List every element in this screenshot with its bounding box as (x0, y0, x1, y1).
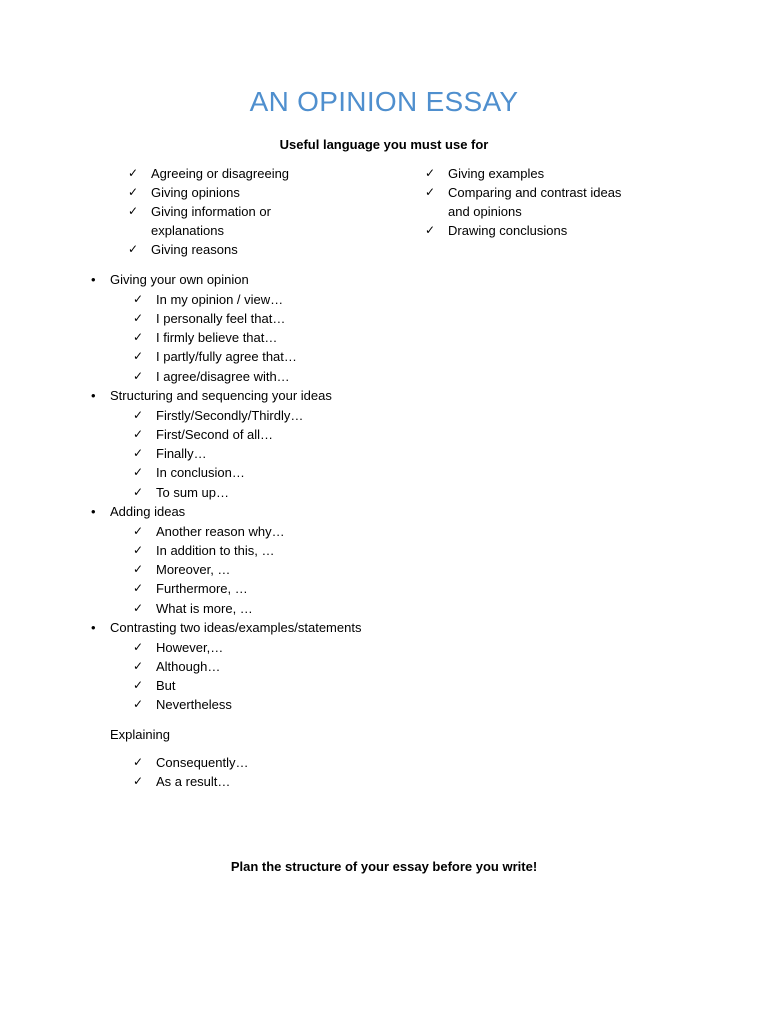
bullet-icon: • (91, 504, 96, 519)
section-heading: Contrasting two ideas/examples/statements (110, 620, 362, 635)
use-item: Giving examples (448, 166, 545, 181)
bullet-icon: • (91, 620, 96, 635)
check-icon: ✓ (133, 484, 144, 499)
check-icon: ✓ (128, 242, 139, 256)
check-icon: ✓ (128, 185, 139, 199)
phrase-item: Finally… (156, 446, 207, 462)
check-icon: ✓ (133, 581, 144, 596)
phrase-item: Although… (156, 658, 221, 674)
section-heading: Adding ideas (110, 504, 186, 519)
use-item: Comparing and contrast ideas (448, 185, 622, 200)
bullet-icon: • (91, 272, 96, 287)
check-icon: ✓ (133, 697, 144, 712)
phrase-item: I personally feel that… (156, 310, 286, 326)
check-icon: ✓ (133, 542, 144, 557)
phrase-item: Firstly/Secondly/Thirdly… (156, 407, 304, 423)
check-icon: ✓ (425, 223, 436, 237)
check-icon: ✓ (133, 658, 144, 673)
phrase-item: I agree/disagree with… (156, 368, 290, 384)
check-icon: ✓ (133, 754, 144, 769)
check-icon: ✓ (133, 562, 144, 577)
phrase-item: Furthermore, … (156, 581, 248, 597)
bullet-icon: • (91, 388, 96, 403)
check-icon: ✓ (133, 639, 144, 654)
use-item: and opinions (448, 204, 522, 219)
check-icon: ✓ (133, 368, 144, 383)
check-icon: ✓ (133, 465, 144, 480)
check-icon: ✓ (133, 523, 144, 538)
phrase-item: Nevertheless (156, 697, 232, 713)
use-item: Giving opinions (151, 185, 240, 200)
check-icon: ✓ (425, 166, 436, 180)
phrase-item: But (156, 678, 176, 694)
use-item: Giving information or (151, 204, 271, 219)
phrase-item: Another reason why… (156, 523, 285, 539)
phrase-item: Consequently… (156, 754, 249, 770)
check-icon: ✓ (133, 407, 144, 422)
footer-note: Plan the structure of your essay before you write! (230, 859, 538, 874)
page-subtitle: Useful language you must use for (279, 137, 489, 152)
section-heading: Explaining (110, 726, 170, 742)
phrase-item: Moreover, … (156, 562, 231, 578)
check-icon: ✓ (128, 166, 139, 180)
use-item: Agreeing or disagreeing (151, 166, 290, 181)
section-heading: Structuring and sequencing your ideas (110, 388, 332, 403)
check-icon: ✓ (133, 678, 144, 693)
check-icon: ✓ (133, 291, 144, 306)
use-item: Giving reasons (151, 242, 238, 257)
phrase-item: I firmly believe that… (156, 330, 278, 346)
phrase-item: To sum up… (156, 484, 229, 500)
check-icon: ✓ (133, 446, 144, 461)
phrase-item: However,… (156, 639, 224, 655)
check-icon: ✓ (133, 774, 144, 788)
page-title: AN OPINION ESSAY (249, 86, 519, 117)
section-heading: Giving your own opinion (110, 272, 249, 287)
phrase-item: First/Second of all… (156, 426, 274, 442)
use-item: Drawing conclusions (448, 223, 568, 238)
check-icon: ✓ (128, 204, 139, 218)
phrase-item: I partly/fully agree that… (156, 349, 297, 365)
phrase-item: What is more, … (156, 600, 253, 616)
phrase-item: In conclusion… (156, 465, 245, 481)
phrase-item: As a result… (156, 774, 231, 789)
check-icon: ✓ (425, 185, 436, 199)
phrase-item: In addition to this, … (156, 542, 275, 558)
check-icon: ✓ (133, 426, 144, 441)
phrase-item: In my opinion / view… (156, 291, 284, 307)
use-item: explanations (151, 223, 224, 238)
check-icon: ✓ (133, 330, 144, 345)
check-icon: ✓ (133, 600, 144, 615)
check-icon: ✓ (133, 310, 144, 325)
check-icon: ✓ (133, 349, 144, 364)
